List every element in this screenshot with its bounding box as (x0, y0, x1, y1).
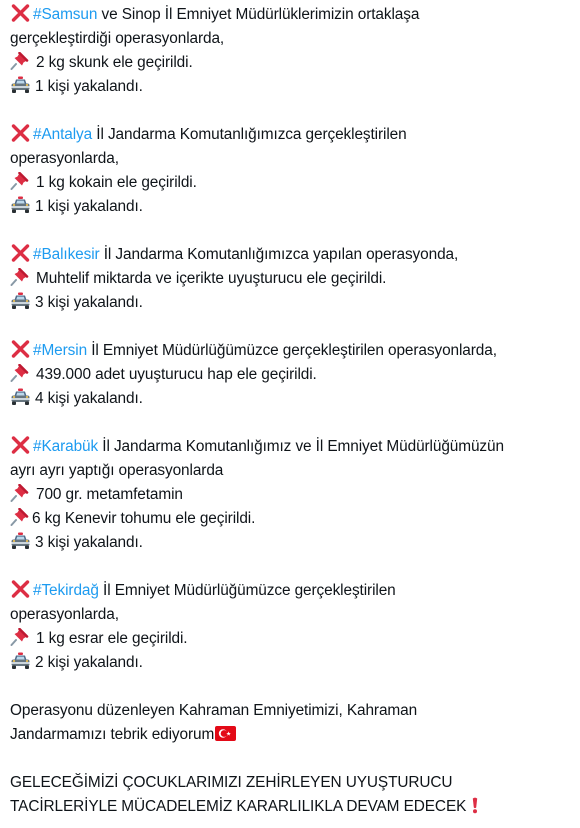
police-car-icon (10, 652, 31, 670)
arrest-line (10, 75, 580, 99)
pushpin-icon (10, 172, 31, 190)
seizure-line (10, 171, 580, 195)
operation-text: İl Jandarma Komutanlığımızca gerçekleştirilen (92, 126, 407, 143)
operation-block-antalya (10, 123, 580, 219)
hashtag-mersin[interactable]: #Mersin (33, 342, 88, 359)
operation-intro (10, 339, 580, 363)
operation-intro (10, 123, 580, 147)
cross-mark-icon (10, 580, 30, 598)
cross-mark-icon (10, 244, 30, 262)
hashtag-samsun[interactable]: #Samsun (33, 6, 98, 23)
hashtag-balikesir[interactable]: #Balıkesir (33, 246, 100, 263)
operation-block-balikesir (10, 243, 580, 315)
pushpin-icon (10, 268, 31, 286)
police-car-icon (10, 76, 31, 94)
operation-text: İl Jandarma Komutanlığımızca yapılan operasyonda, (99, 246, 459, 263)
operation-text-line: gerçekleştirdiği operasyonlarda, (10, 30, 225, 47)
operation-block-samsun (10, 3, 580, 99)
arrest-text: 3 kişi yakalandı. (35, 294, 143, 311)
arrest-text: 1 kişi yakalandı. (35, 78, 143, 95)
pushpin-icon (10, 508, 31, 526)
pushpin-icon (10, 484, 31, 502)
operation-block-tekirdag (10, 579, 580, 675)
seizure-text: Muhtelif miktarda ve içerikte uyuşturucu ele geçirildi. (36, 270, 387, 287)
seizure-line (10, 363, 580, 387)
turkey-flag-icon (215, 726, 236, 741)
final-statement (10, 771, 580, 819)
police-car-icon (10, 388, 31, 406)
arrest-text: 4 kişi yakalandı. (35, 390, 143, 407)
operation-block-mersin (10, 339, 580, 411)
seizure-text: 1 kg esrar ele geçirildi. (36, 630, 188, 647)
seizure-line (10, 627, 580, 651)
hashtag-tekirdag[interactable]: #Tekirdağ (33, 582, 99, 599)
operation-text: İl Emniyet Müdürlüğümüzce gerçekleştirilen (98, 582, 396, 599)
police-car-icon (10, 196, 31, 214)
pushpin-icon (10, 52, 31, 70)
cross-mark-icon (10, 4, 30, 22)
cross-mark-icon (10, 436, 30, 454)
operation-intro (10, 435, 580, 459)
arrest-line (10, 387, 580, 411)
final-line (10, 795, 580, 819)
closing-line (10, 723, 580, 747)
arrest-line (10, 531, 580, 555)
seizure-line (10, 483, 580, 507)
seizure-line (10, 51, 580, 75)
operation-text-line: operasyonlarda, (10, 150, 119, 167)
operation-text: İl Emniyet Müdürlüğümüzce gerçekleştirilen operasyonlarda, (87, 342, 497, 359)
operation-intro (10, 243, 580, 267)
seizure-text: 2 kg skunk ele geçirildi. (36, 54, 193, 71)
operation-text-line: operasyonlarda, (10, 606, 119, 623)
arrest-line (10, 651, 580, 675)
seizure-text: 439.000 adet uyuşturucu hap ele geçirildi. (36, 366, 317, 383)
seizure-line (10, 267, 580, 291)
arrest-text: 3 kişi yakalandı. (35, 534, 143, 551)
arrest-line (10, 195, 580, 219)
seizure-text: 1 kg kokain ele geçirildi. (36, 174, 197, 191)
operation-text: ve Sinop İl Emniyet Müdürlüklerimizin ortaklaşa (97, 6, 420, 23)
operation-intro (10, 579, 580, 603)
cross-mark-icon (10, 124, 30, 142)
final-line: GELECEĞİMİZİ ÇOCUKLARIMIZI ZEHİRLEYEN UYUŞTURUCU (10, 774, 453, 791)
arrest-line (10, 291, 580, 315)
post-body (10, 3, 580, 819)
operation-block-karabuk (10, 435, 580, 555)
closing-text: Jandarmamızı tebrik ediyorum (10, 726, 215, 743)
seizure-text: 6 kg Kenevir tohumu ele geçirildi. (32, 510, 256, 527)
operation-intro (10, 3, 580, 27)
seizure-line (10, 507, 580, 531)
hashtag-antalya[interactable]: #Antalya (33, 126, 93, 143)
seizure-text: 700 gr. metamfetamin (36, 486, 183, 503)
arrest-text: 2 kişi yakalandı. (35, 654, 143, 671)
cross-mark-icon (10, 340, 30, 358)
closing-message (10, 699, 580, 747)
hashtag-karabuk[interactable]: #Karabük (33, 438, 99, 455)
operation-text-line: ayrı ayrı yaptığı operasyonlarda (10, 462, 224, 479)
operation-text: İl Jandarma Komutanlığımız ve İl Emniyet Müdürlüğümüzün (98, 438, 504, 455)
final-text: TACİRLERİYLE MÜCADELEMİZ KARARLILIKLA DEVAM EDECEK (10, 798, 467, 815)
closing-line: Operasyonu düzenleyen Kahraman Emniyetimizi, Kahraman (10, 702, 418, 719)
pushpin-icon (10, 628, 31, 646)
arrest-text: 1 kişi yakalandı. (35, 198, 143, 215)
pushpin-icon (10, 364, 31, 382)
red-exclamation-icon (469, 796, 481, 814)
police-car-icon (10, 532, 31, 550)
police-car-icon (10, 292, 31, 310)
